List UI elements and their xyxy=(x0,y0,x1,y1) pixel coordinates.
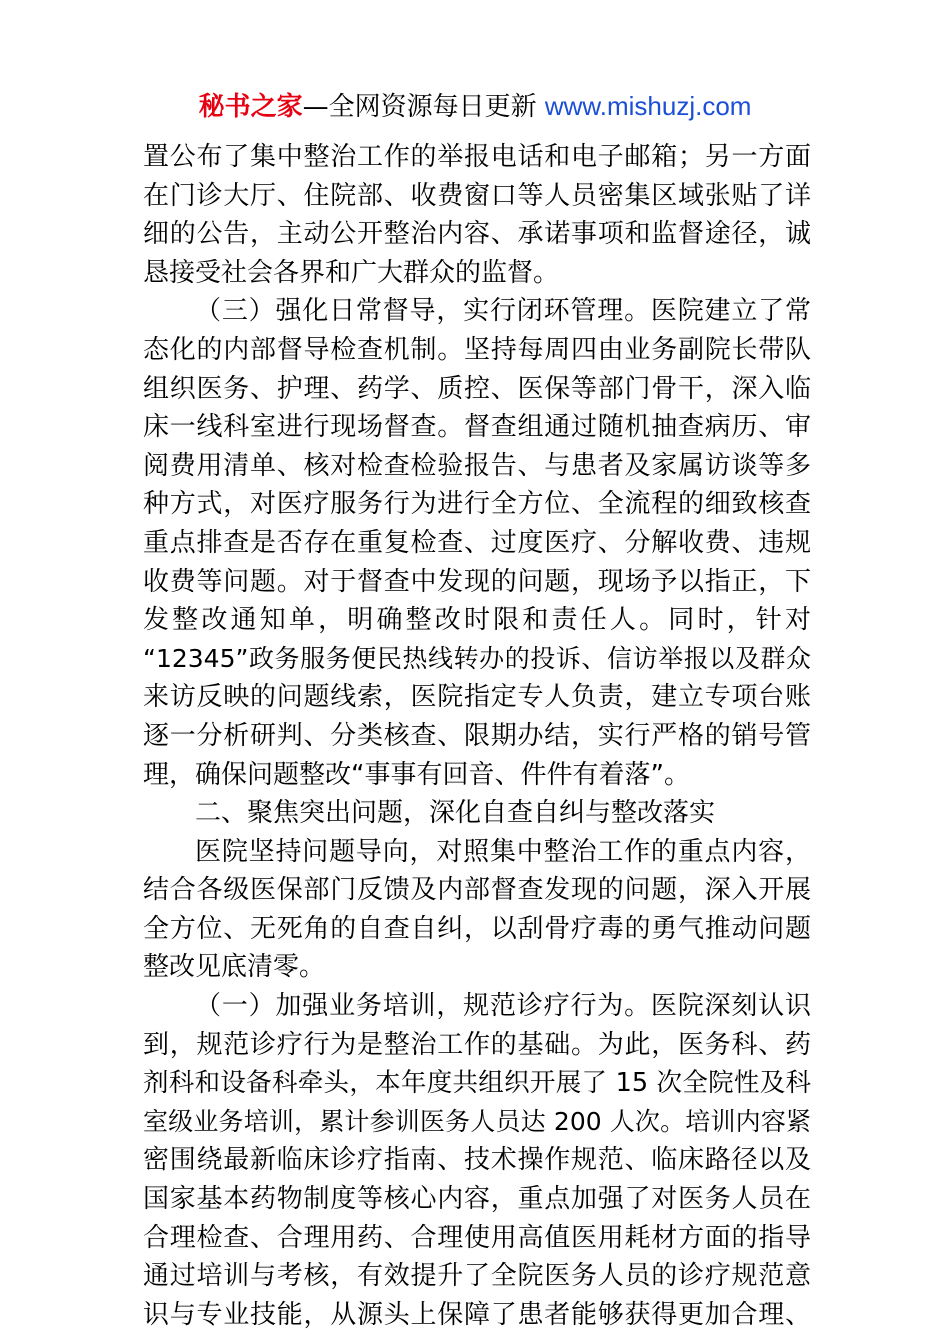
document-body xyxy=(143,138,811,1334)
section-heading-1: （一）加强业务培训，规范诊疗行为。医院深刻认识 xyxy=(195,991,811,1022)
text-line: 发整改通知单，明确整改时限和责任人。同时，针对 xyxy=(143,605,811,636)
text-line: 床一线科室进行现场督查。督查组通过随机抽查病历、审 xyxy=(143,412,811,443)
text-line: 理，确保问题整改“事事有回音、件件有着落”。 xyxy=(143,759,690,790)
text-line: 结合各级医保部门反馈及内部督查发现的问题，深入开展 xyxy=(143,875,811,906)
text-line: 合理检查、合理用药、合理使用高值医用耗材方面的指导 xyxy=(143,1222,811,1253)
text-line: 重点排查是否存在重复检查、过度医疗、分解收费、违规 xyxy=(143,527,811,558)
text-line: 来访反映的问题线索，医院指定专人负责，建立专项台账 xyxy=(143,682,811,713)
text-line: 国家基本药物制度等核心内容，重点加强了对医务人员在 xyxy=(143,1184,811,1215)
text-line: 阅费用清单、核对检查检验报告、与患者及家属访谈等多 xyxy=(143,450,811,481)
text-line: 密围绕最新临床诊疗指南、技术操作规范、临床路径以及 xyxy=(143,1145,811,1176)
section-heading-2: 二、聚焦突出问题，深化自查自纠与整改落实 xyxy=(195,798,716,829)
text-line: 置公布了集中整治工作的举报电话和电子邮箱；另一方面 xyxy=(143,142,811,172)
text-line: 剂科和设备科牵头，本年度共组织开展了 15 次全院性及科 xyxy=(143,1068,811,1099)
text-line: 逐一分析研判、分类核查、限期办结，实行严格的销号管 xyxy=(143,720,811,751)
text-line: 到，规范诊疗行为是整治工作的基础。为此，医务科、药 xyxy=(143,1029,811,1060)
site-url-link[interactable]: www.mishuzj.com xyxy=(544,91,752,121)
text-line: 通过培训与考核，有效提升了全院医务人员的诊疗规范意 xyxy=(143,1261,811,1292)
text-line: 细的公告，主动公开整治内容、承诺事项和监督途径，诚 xyxy=(143,219,811,250)
text-line: 识与专业技能，从源头上保障了患者能够获得更加合理、 xyxy=(143,1299,811,1330)
text-line: 室级业务培训，累计参训医务人员达 200 人次。培训内容紧 xyxy=(143,1106,811,1136)
text-line: “12345”政务服务便民热线转办的投诉、信访举报以及群众 xyxy=(143,643,811,673)
site-tagline: —全网资源每日更新 xyxy=(302,92,545,122)
text-line: 组织医务、护理、药学、质控、医保等部门骨干，深入临 xyxy=(143,373,811,404)
site-brand: 秘书之家 xyxy=(198,92,303,122)
text-line: 态化的内部督导检查机制。坚持每周四由业务副院长带队 xyxy=(143,334,811,365)
site-header xyxy=(0,86,950,127)
text-line: 恳接受社会各界和广大群众的监督。 xyxy=(143,257,560,288)
text-line: 在门诊大厅、住院部、收费窗口等人员密集区域张贴了详 xyxy=(143,180,811,211)
paragraph-start: 医院坚持问题导向，对照集中整治工作的重点内容， xyxy=(195,836,811,867)
text-line: 收费等问题。对于督查中发现的问题，现场予以指正，下 xyxy=(143,566,811,597)
text-line: 种方式，对医疗服务行为进行全方位、全流程的细致核查 xyxy=(143,489,811,520)
text-line: 整改见底清零。 xyxy=(143,952,326,983)
section-heading-3: （三）强化日常督导，实行闭环管理。医院建立了常 xyxy=(195,296,811,327)
text-line: 全方位、无死角的自查自纠，以刮骨疗毒的勇气推动问题 xyxy=(143,913,811,944)
